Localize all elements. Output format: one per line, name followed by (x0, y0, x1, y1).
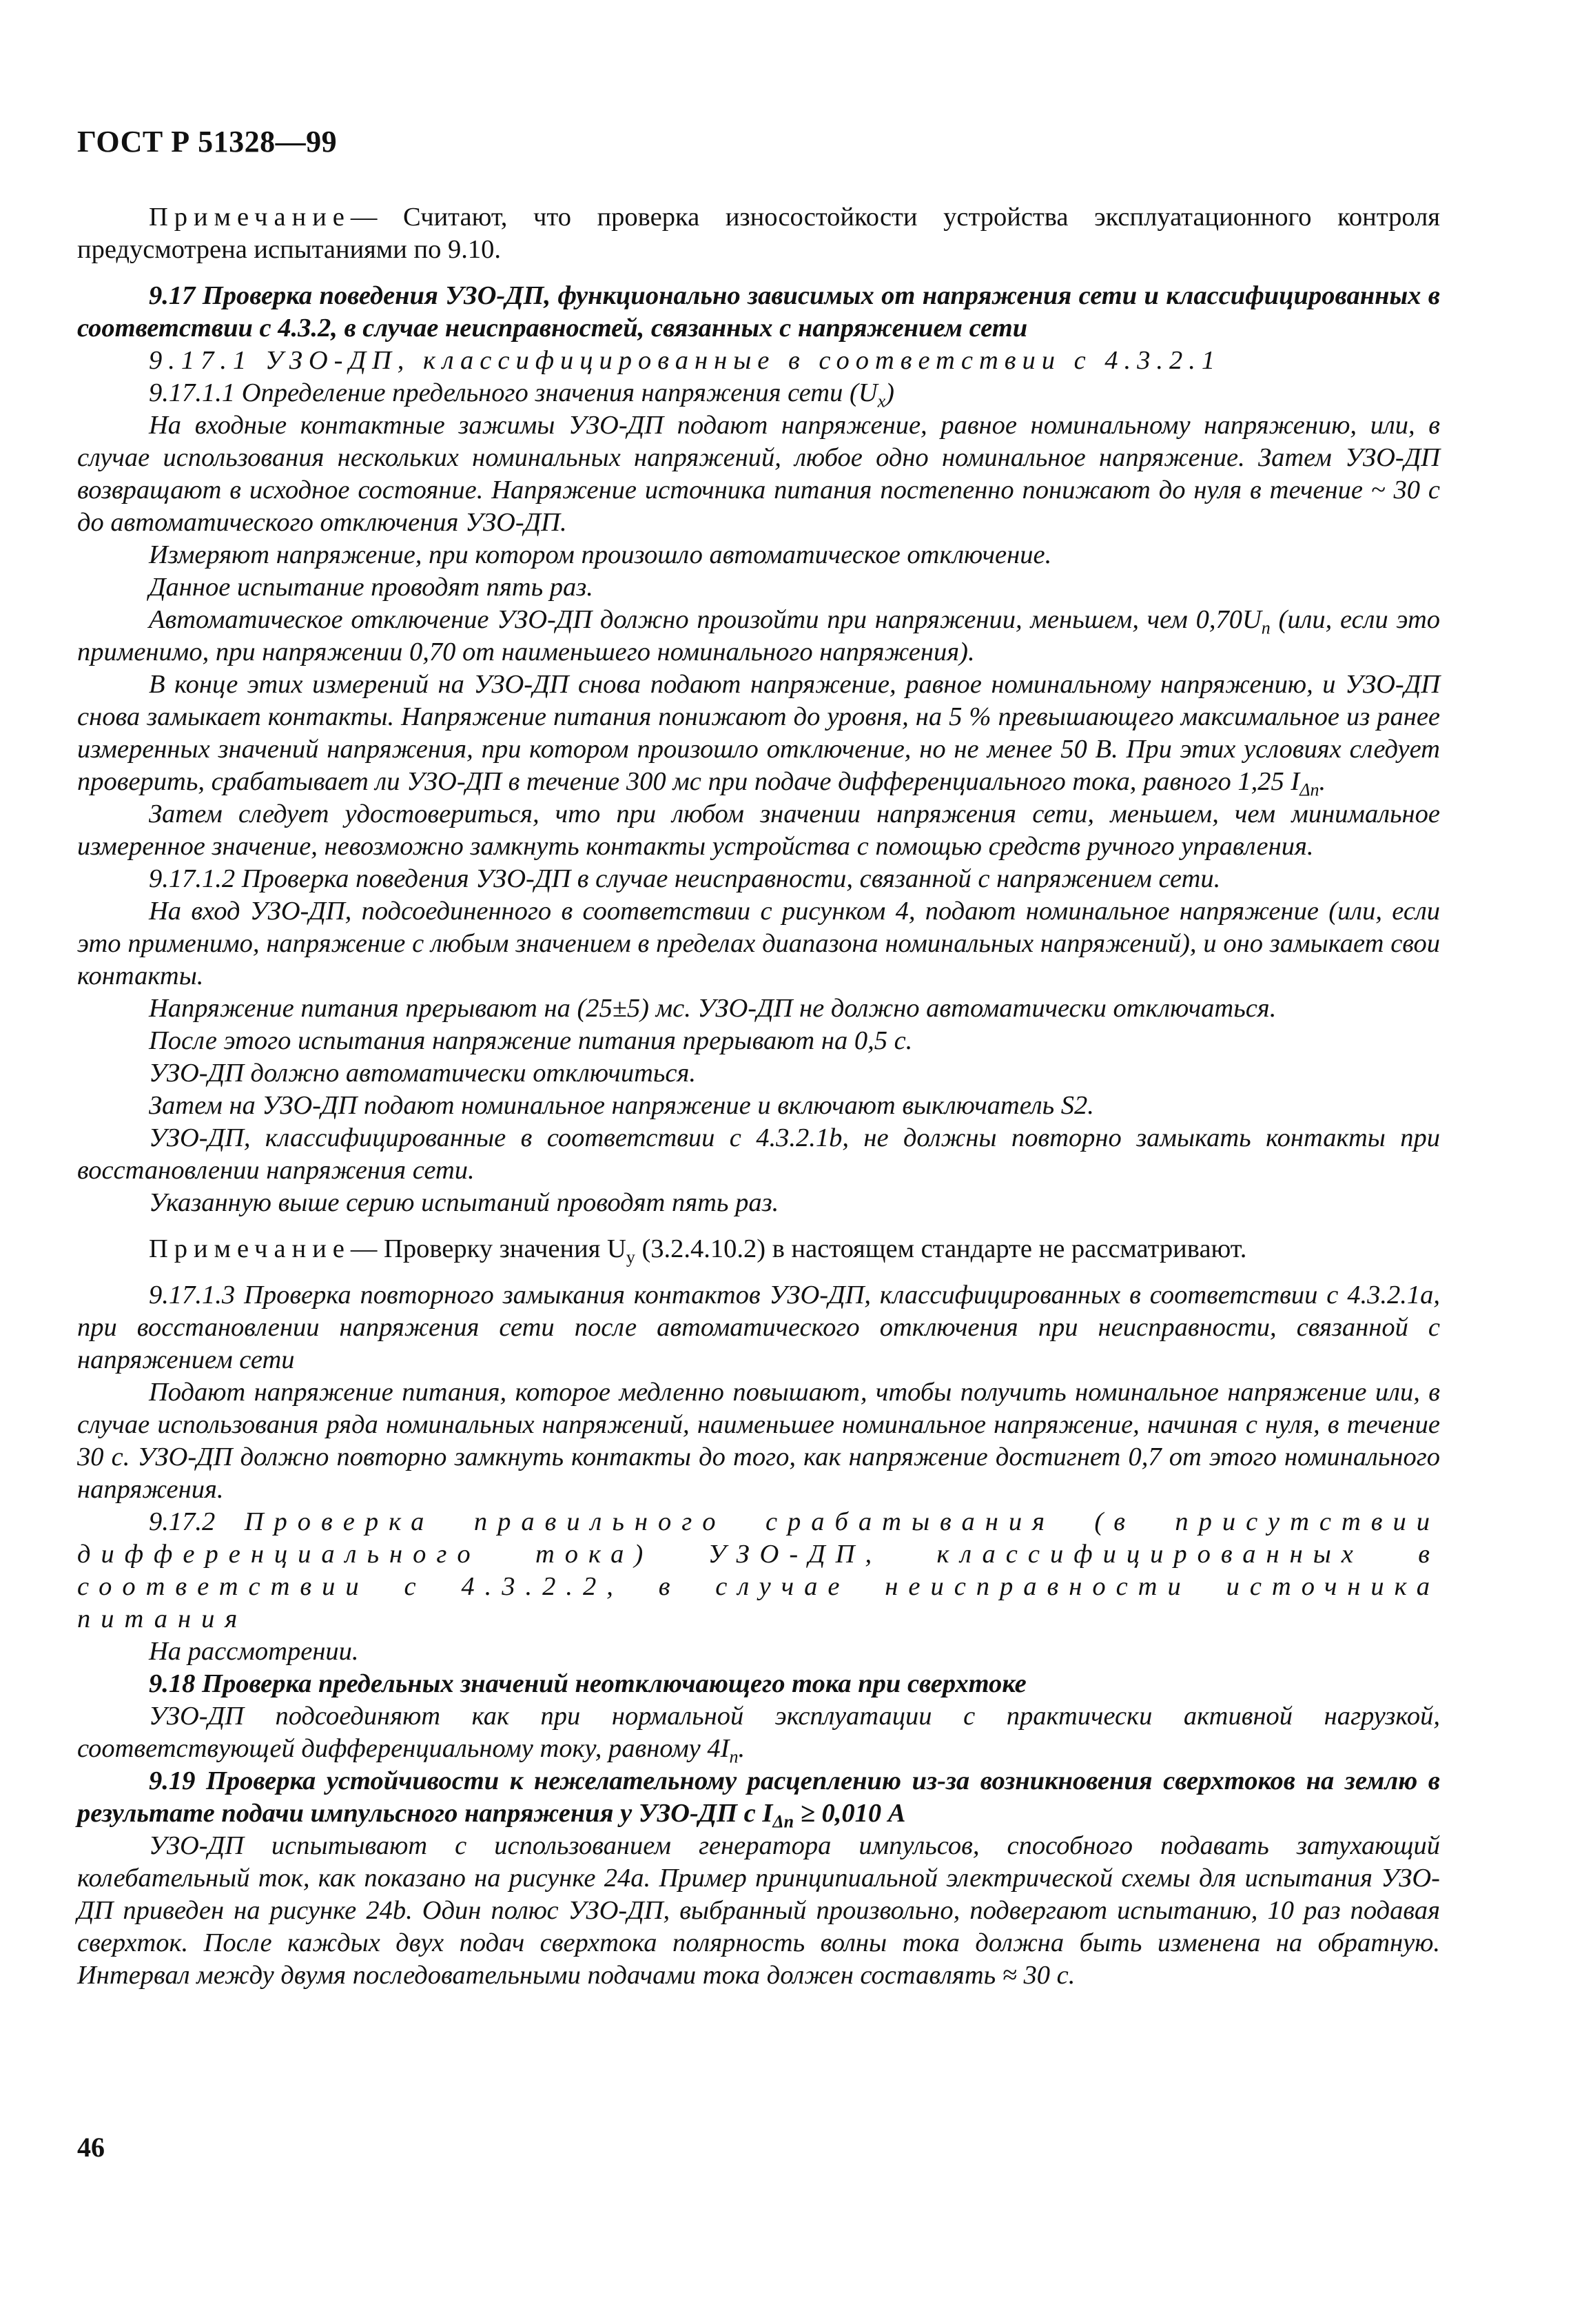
paragraph: Подают напряжение питания, которое медленно повышают, чтобы получить номинальное напряжение или, в случае использования ряда номинальных напряжений, наименьшее номинальное напряжение, начиная с нуля, в течение 30 с. УЗО-ДП должно повторно замкнуть контакты до того, как напряжение достигнет 0,7 от этого номинального напряжения. (77, 1378, 1440, 1504)
paragraph-text-end: . (1319, 767, 1326, 796)
paragraph: Затем на УЗО-ДП подают номинальное напряжение и включают выключатель S2. (149, 1091, 1094, 1120)
paragraph-text: В конце этих измерений на УЗО-ДП снова подают напряжение, равное номинальному напряжению, и УЗО-ДП снова замыкает контакты. Напряжение питания понижают до уровня, на 5 % превышающего максимальное из ранее измеренных значений напряжения, при котором произошло отключение, но не менее 50 В. При этих условиях следует проверить, срабатывает ли УЗО-ДП в течение 300 мс при подаче дифференциального тока, равного 1,25 I (77, 670, 1440, 796)
section-9-19-title (77, 1765, 1440, 1830)
paragraph: Измеряют напряжение, при котором произошло автоматическое отключение. (149, 540, 1052, 569)
section-9-18-title: 9.18 Проверка предельных значений неотключающего тока при сверхтоке (149, 1669, 1027, 1698)
section-number: 9.17.2 (149, 1507, 216, 1536)
note-label: Примечание (149, 1234, 351, 1263)
note-text: — Проверку значения U (350, 1234, 626, 1263)
subscript: n (729, 1746, 739, 1767)
subscript: Δn (772, 1811, 794, 1832)
document-body (77, 201, 1440, 1992)
paragraph: После этого испытания напряжение питания прерывают на 0,5 с. (149, 1026, 913, 1055)
section-9-17-2-title (77, 1506, 1440, 1635)
title-text-end: ) (885, 378, 894, 407)
paragraph: Данное испытание проводят пять раз. (149, 573, 593, 602)
title-text: 9.19 Проверка устойчивости к нежелательному расцеплению из-за возникновения сверхтоков на землю в результате подачи импульсного напряжения у УЗО-ДП с I (77, 1766, 1440, 1828)
subscript: y (626, 1247, 635, 1267)
paragraph: На рассмотрении. (149, 1637, 359, 1666)
paragraph: На входные контактные зажимы УЗО-ДП подают напряжение, равное номинальному напряжению, или, в случае использования нескольких номинальных напряжений, любое одно номинальное напряжение. Затем УЗО-ДП возвращают в исходное состояние. Напряжение источника питания постепенно понижают до нуля в течение ~ 30 с до автоматического отключения УЗО-ДП. (77, 411, 1440, 537)
paragraph (77, 669, 1440, 798)
paragraph-text: УЗО-ДП подсоединяют как при нормальной эксплуатации с практически активной нагрузкой, соответствующей дифференциальному току, равному 4I (77, 1702, 1440, 1763)
paragraph (77, 604, 1440, 669)
title-text: 9.17.1.1 Определение предельного значения напряжения сети (U (149, 378, 878, 407)
note-label: Примечание (149, 203, 351, 232)
note-text: — Считают, что проверка износостойкости устройства эксплуатационного контроля предусмотрена испытаниями по 9.10. (77, 203, 1440, 264)
paragraph: Затем следует удостовериться, что при любом значении напряжения сети, меньшем, чем минимальное измеренное значение, невозможно замкнуть контакты устройства с помощью средств ручного управления. (77, 799, 1440, 861)
title-text-end: ≥ 0,010 А (794, 1799, 906, 1828)
paragraph (77, 1700, 1440, 1765)
section-9-17-1-3-title: 9.17.1.3 Проверка повторного замыкания контактов УЗО-ДП, классифицированных в соответствии с 4.3.2.1a, при восстановлении напряжения сети после автоматического отключения при неисправности, связанной с напряжением сети (77, 1281, 1440, 1374)
section-9-17-1-title: 9.17.1 УЗО-ДП, классифицированные в соответствии с 4.3.2.1 (149, 346, 1222, 375)
paragraph: Напряжение питания прерывают на (25±5) мс. УЗО-ДП не должно автоматически отключаться. (149, 994, 1277, 1023)
subscript: x (877, 391, 886, 411)
paragraph: На вход УЗО-ДП, подсоединенного в соответствии с рисунком 4, подают номинальное напряжение (или, если это применимо, напряжение с любым значением в пределах диапазона номинальных напряжений), и оно замыкает свои контакты. (77, 897, 1440, 990)
page-number: 46 (77, 2132, 105, 2163)
section-9-17-1-2-title: 9.17.1.2 Проверка поведения УЗО-ДП в случае неисправности, связанной с напряжением сети. (149, 864, 1221, 893)
paragraph-text: Автоматическое отключение УЗО-ДП должно произойти при напряжении, меньшем, чем 0,70U (149, 605, 1262, 634)
document-header: ГОСТ Р 51328—99 (77, 125, 338, 159)
subscript: Δn (1299, 779, 1319, 800)
section-9-17-1-1-title (77, 377, 1440, 409)
paragraph: УЗО-ДП должно автоматически отключиться. (149, 1059, 697, 1088)
note-paragraph (77, 201, 1440, 266)
paragraph: УЗО-ДП испытывают с использованием генератора импульсов, способного подавать затухающий колебательный ток, как показано на рисунке 24a. Пример принципиальной электрической схемы для испытания УЗО-ДП приведен на рисунке 24b. Один полюс УЗО-ДП, выбранный произвольно, подвергают испытанию, 10 раз подавая сверхток. После каждых двух подач сверхтока полярность волны тока должна быть изменена на обратную. Интервал между двумя последовательными подачами тока должен составлять ≈ 30 с. (77, 1831, 1440, 1990)
subscript: n (1261, 618, 1271, 638)
section-title-text: Проверка правильного срабатывания (в присутствии дифференциального тока) УЗО-ДП, классифицированных в соответствии с 4.3.2.2, в случае неисправности источника питания (77, 1507, 1441, 1633)
paragraph-text-end: (или, если это применимо, при напряжении 0,70 от наименьшего номинального напряжения). (77, 605, 1440, 666)
paragraph-text-end: . (738, 1734, 746, 1763)
section-9-17-title: 9.17 Проверка поведения УЗО-ДП, функционально зависимых от напряжения сети и классифицированных в соответствии с 4.3.2, в случае неисправностей, связанных с напряжением сети (77, 281, 1440, 343)
paragraph: Указанную выше серию испытаний проводят пять раз. (149, 1188, 779, 1217)
paragraph: УЗО-ДП, классифицированные в соответствии с 4.3.2.1b, не должны повторно замыкать контакты при восстановлении напряжения сети. (77, 1123, 1440, 1185)
note-text-end: (3.2.4.10.2) в настоящем стандарте не рассматривают. (635, 1234, 1247, 1263)
note-paragraph (77, 1233, 1440, 1265)
